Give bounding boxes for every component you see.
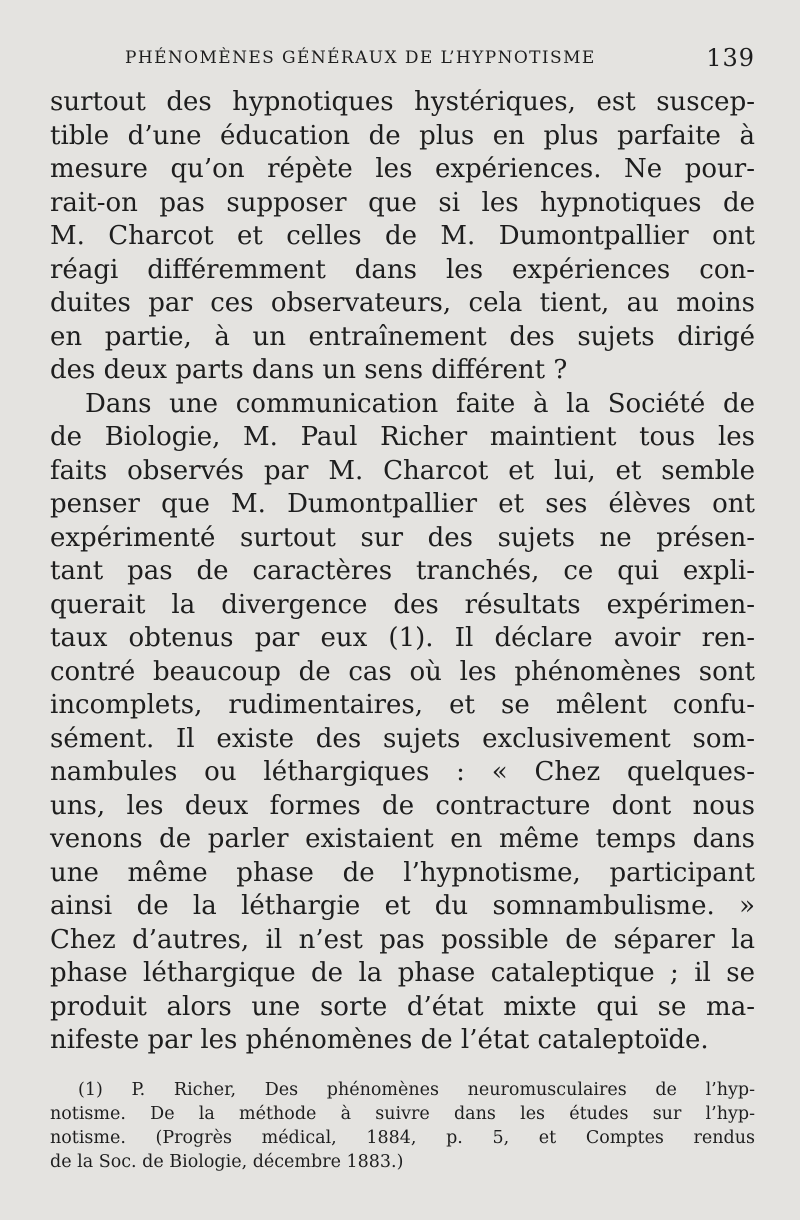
text-line: taux obtenus par eux (1). Il déclare avoir ren- [50,623,755,653]
text-line: M. Charcot et celles de M. Dumontpallier ont [50,221,755,251]
text-line: uns, les deux formes de contracture dont nous [50,790,755,821]
text-line: penser que M. Dumontpallier et ses élèves ont [50,489,755,519]
text-line: produit alors une sorte d’état mixte qui se ma- [50,991,755,1022]
footnote-line: notisme. De la méthode à suivre dans les études sur l’hyp- [50,1104,755,1124]
text-line: surtout des hypnotiques hystériques, est suscep- [50,87,755,117]
text-line: des deux parts dans un sens différent ? [50,355,568,385]
text-line: Dans une communication faite à la Société de [85,388,755,419]
text-line: venons de parler existaient en même temps dans [50,824,755,854]
text-line: nifeste par les phénomènes de l’état cataleptoïde. [50,1025,709,1055]
text-line: querait la divergence des résultats expérimen- [50,589,755,620]
text-line: sément. Il existe des sujets exclusivement som- [50,723,755,754]
text-line: de Biologie, M. Paul Richer maintient tous les [50,422,755,452]
text-line: incomplets, rudimentaires, et se mêlent confu- [50,690,755,720]
page-header [125,44,755,74]
text-line: une même phase de l’hypnotisme, participant [50,857,755,888]
text-line: duites par ces observateurs, cela tient, au moins [50,288,755,318]
text-line: mesure qu’on répète les expériences. Ne pour- [50,154,755,184]
footnote-line: (1) P. Richer, Des phénomènes neuromusculaires de l’hyp- [78,1080,755,1100]
footnote-line: notisme. (Progrès médical, 1884, p. 5, et Comptes rendus [50,1128,755,1148]
text-line: ainsi de la léthargie et du somnambulisme. » [50,891,755,921]
footnote [50,1078,755,1174]
text-line: réagi différemment dans les expériences con- [50,254,755,285]
text-line: tant pas de caractères tranchés, ce qui expli- [50,556,755,586]
text-line: nambules ou léthargiques : « Chez quelques- [50,757,755,787]
page-number: 139 [706,44,755,72]
text-line: en partie, à un entraînement des sujets dirigé [50,321,755,352]
text-line: tible d’une éducation de plus en plus parfaite à [50,120,755,151]
text-line: rait-on pas supposer que si les hypnotiques de [50,187,755,218]
text-line: Chez d’autres, il n’est pas possible de séparer la [50,924,755,955]
running-head: PHÉNOMÈNES GÉNÉRAUX DE L’HYPNOTISME [125,48,596,68]
text-line: expérimenté surtout sur des sujets ne présen- [50,522,755,553]
text-line: phase léthargique de la phase cataleptique ; il se [50,958,755,988]
body-text [50,86,755,1058]
text-line: contré beaucoup de cas où les phénomènes sont [50,656,755,687]
text-line: faits observés par M. Charcot et lui, et semble [50,455,755,486]
footnote-line: de la Soc. de Biologie, décembre 1883.) [50,1152,404,1172]
